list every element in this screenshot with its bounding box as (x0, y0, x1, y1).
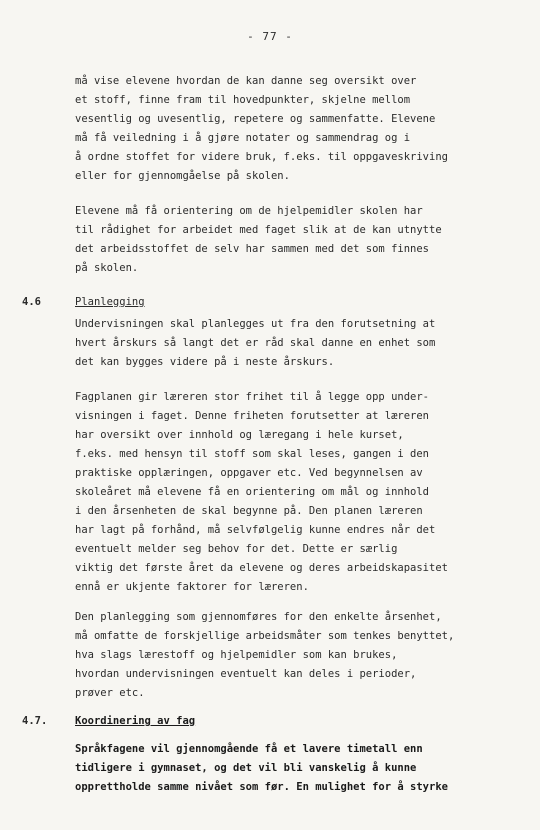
text-line: må omfatte de forskjellige arbeidsmåter som tenkes benyttet, (75, 630, 455, 642)
text-line: det kan bygges videre på i neste årskurs. (75, 356, 335, 368)
text-line: å ordne stoffet for videre bruk, f.eks. til oppgaveskriving (75, 151, 448, 163)
text-line: Undervisningen skal planlegges ut fra den forutsetning at (75, 318, 436, 330)
text-line: ennå er ukjente faktorer for læreren. (75, 581, 309, 593)
text-line: det arbeidsstoffet de selv har sammen med det som finnes (75, 243, 430, 255)
section-heading: Koordinering av fag (75, 715, 196, 727)
section-number: 4.6 (22, 296, 41, 308)
text-line: hva slags lærestoff og hjelpemidler som kan brukes, (75, 649, 398, 661)
text-line: hvordan undervisningen eventuelt kan deles i perioder, (75, 668, 417, 680)
paragraph (75, 315, 525, 372)
paragraph (75, 202, 525, 278)
page-number: - 77 - (247, 30, 293, 43)
text-line: i den årsenheten de skal begynne på. Den planen læreren (75, 505, 423, 517)
text-line: skoleåret må elevene få en orientering om mål og innhold (75, 486, 430, 498)
text-line: har oversikt over innhold og læregang i hele kurset, (75, 429, 404, 441)
text-line: Språkfagene vil gjennomgående få et lavere timetall enn (75, 743, 423, 755)
paragraph (75, 740, 525, 797)
text-line: prøver etc. (75, 687, 145, 699)
paragraph (75, 608, 525, 703)
text-line: Elevene må få orientering om de hjelpemidler skolen har (75, 205, 423, 217)
section-number: 4.7. (22, 715, 48, 727)
text-line: hvert årskurs så langt det er råd skal danne en enhet som (75, 337, 436, 349)
paragraph (75, 72, 525, 186)
text-line: til rådighet for arbeidet med faget slik at de kan utnytte (75, 224, 442, 236)
text-line: på skolen. (75, 262, 139, 274)
text-line: eventuelt melder seg behov for det. Dette er særlig (75, 543, 398, 555)
text-line: vesentlig og uvesentlig, repetere og sammenfatte. Elevene (75, 113, 436, 125)
text-line: viktig det første året da elevene og deres arbeidskapasitet (75, 562, 448, 574)
text-line: f.eks. med hensyn til stoff som skal leses, gangen i den (75, 448, 430, 460)
text-line: Den planlegging som gjennomføres for den enkelte årsenhet, (75, 611, 442, 623)
text-line: praktiske opplæringen, oppgaver etc. Ved begynnelsen av (75, 467, 423, 479)
text-line: et stoff, finne fram til hovedpunkter, skjelne mellom (75, 94, 411, 106)
text-line: opprettholde samme nivået som før. En mulighet for å styrke (75, 781, 448, 793)
text-line: Fagplanen gir læreren stor frihet til å legge opp under- (75, 391, 430, 403)
text-line: må få veiledning i å gjøre notater og sammendrag og i (75, 132, 411, 144)
paragraph (75, 388, 525, 597)
text-line: har lagt på forhånd, må selvfølgelig kunne endres når det (75, 524, 436, 536)
text-line: eller for gjennomgåelse på skolen. (75, 170, 290, 182)
text-line: må vise elevene hvordan de kan danne seg oversikt over (75, 75, 417, 87)
section-heading: Planlegging (75, 296, 145, 308)
text-line: tidligere i gymnaset, og det vil bli vanskelig å kunne (75, 762, 417, 774)
text-line: visningen i faget. Denne friheten forutsetter at læreren (75, 410, 430, 422)
